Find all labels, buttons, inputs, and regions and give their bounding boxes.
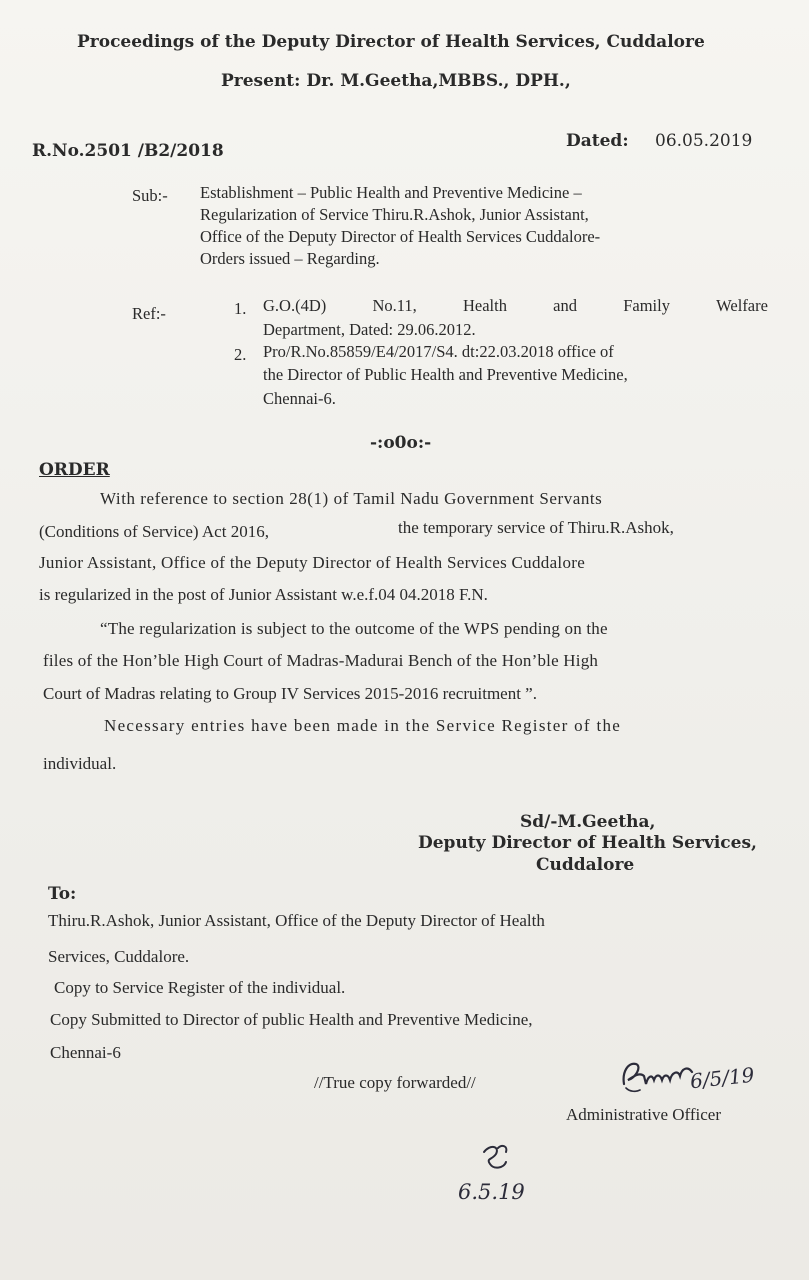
reference-number: R.No.2501 /B2/2018 [32,141,224,161]
dated-value: 06.05.2019 [655,131,753,151]
header-present: Present: Dr. M.Geetha,MBBS., DPH., [221,71,571,91]
order-para2-line3: Court of Madras relating to Group IV Services 2015-2016 recruitment ”. [43,684,537,703]
order-para3-line1: Necessary entries have been made in the Service Register of the [104,716,622,735]
administrative-officer: Administrative Officer [566,1105,722,1124]
order-para1-line2a: (Conditions of Service) Act 2016, [39,522,269,541]
reference-2-number: 2. [234,345,247,364]
handwritten-date: 6/5/19 [688,1062,756,1094]
reference-1-line-2: Department, Dated: 29.06.2012. [263,320,476,339]
signature-sd: Sd/-M.Geetha, [520,812,656,832]
true-copy-forwarded: //True copy forwarded// [314,1073,476,1092]
order-para2-line2: files of the Hon’ble High Court of Madras-Madurai Bench of the Hon’ble High [43,651,599,670]
order-para1-line2b: the temporary service of Thiru.R.Ashok, [398,518,674,537]
handwritten-signature-icon [618,1054,698,1100]
order-para1-line1: With reference to section 28(1) of Tamil Nadu Government Servants [100,489,603,508]
reference-2-line-1: Pro/R.No.85859/E4/2017/S4. dt:22.03.2018 office of [263,342,614,361]
reference-1-line-1: G.O.(4D) No.11, Health and Family Welfare [263,296,768,315]
reference-1-number: 1. [234,299,247,318]
to-line-5: Chennai-6 [50,1043,121,1062]
subject-line-4: Orders issued – Regarding. [200,249,380,268]
subject-line-1: Establishment – Public Health and Preventive Medicine – [200,183,582,202]
reference-2-line-2: the Director of Public Health and Preventive Medicine, [263,365,628,384]
dated-label: Dated: [566,131,629,151]
reference-2-line-3: Chennai-6. [263,389,336,408]
signature-designation: Deputy Director of Health Services, [418,833,757,853]
order-para1-line4: is regularized in the post of Junior Assistant w.e.f.04 04.2018 F.N. [39,585,488,604]
handwritten-initial-icon [476,1142,516,1178]
to-line-4: Copy Submitted to Director of public Health and Preventive Medicine, [50,1010,533,1029]
reference-label: Ref:- [132,304,166,323]
order-para1-line3: Junior Assistant, Office of the Deputy Director of Health Services Cuddalore [39,553,586,572]
to-label: To: [48,884,77,904]
order-para2-line1: “The regularization is subject to the outcome of the WPS pending on the [100,619,608,638]
subject-line-3: Office of the Deputy Director of Health Services Cuddalore- [200,227,601,246]
order-heading: ORDER [39,460,110,480]
subject-line-2: Regularization of Service Thiru.R.Ashok, Junior Assistant, [200,205,589,224]
subject-label: Sub:- [132,186,168,205]
signature-place: Cuddalore [536,855,635,875]
to-line-2: Services, Cuddalore. [48,947,190,966]
handwritten-initial-date: 6.5.19 [458,1180,525,1204]
header-title: Proceedings of the Deputy Director of Health Services, Cuddalore [77,32,705,52]
to-line-1: Thiru.R.Ashok, Junior Assistant, Office of the Deputy Director of Health [48,911,545,930]
order-para3-line2: individual. [43,754,117,773]
section-separator: -:o0o:- [370,433,432,453]
to-line-3: Copy to Service Register of the individual. [54,978,346,997]
